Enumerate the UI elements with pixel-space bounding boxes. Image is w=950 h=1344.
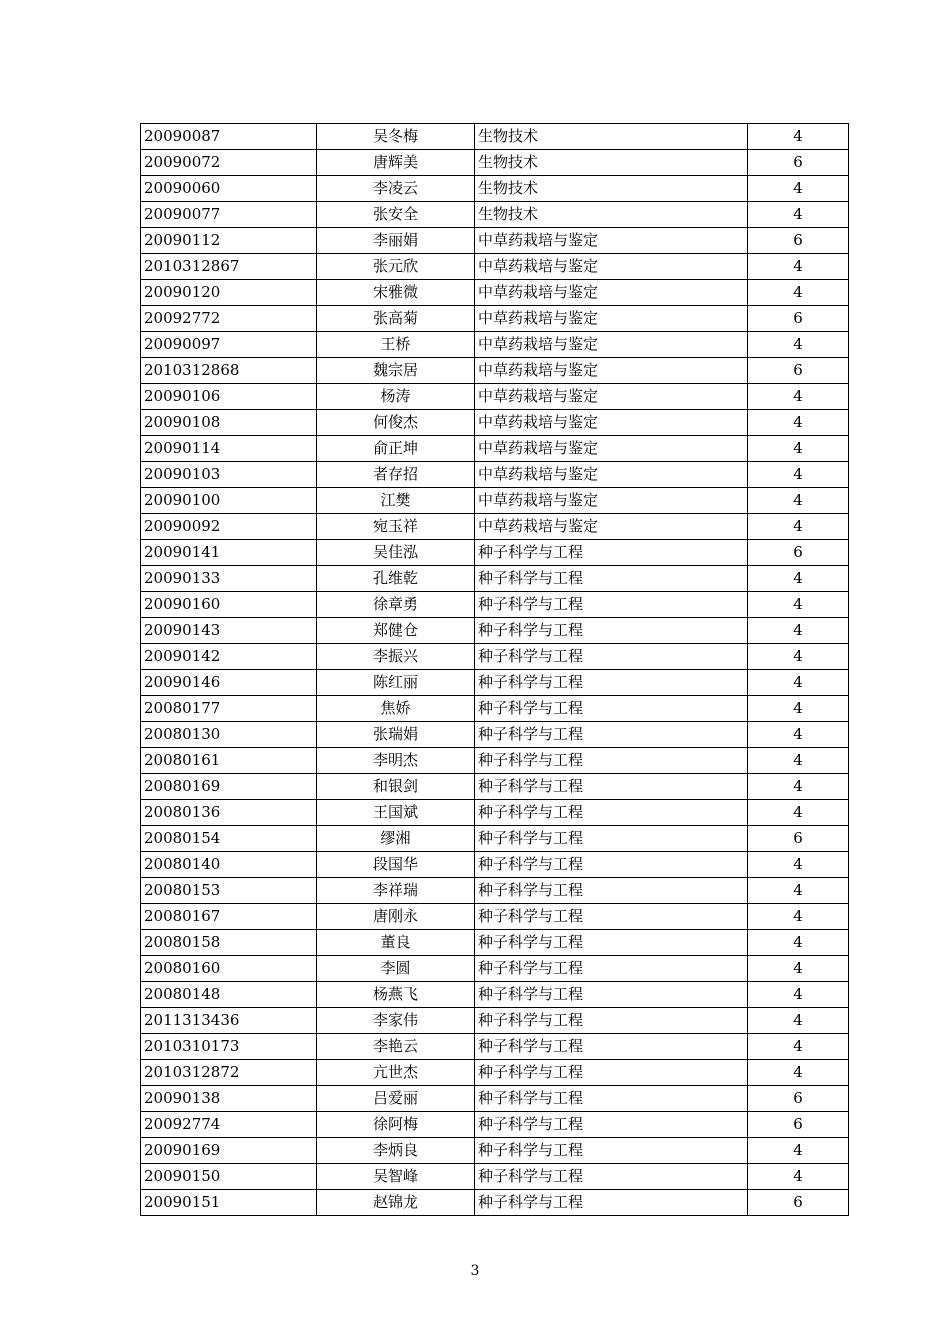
table-row [141, 228, 849, 254]
count-cell: 4 [748, 1138, 849, 1164]
major-cell: 种子科学与工程 [475, 592, 748, 618]
student-id-cell: 2010312872 [141, 1060, 317, 1086]
student-id-cell: 20092774 [141, 1112, 317, 1138]
student-name-cell: 徐阿梅 [317, 1112, 475, 1138]
count-cell: 4 [748, 722, 849, 748]
student-id-cell: 20090146 [141, 670, 317, 696]
table-row [141, 774, 849, 800]
student-id-cell: 20090138 [141, 1086, 317, 1112]
student-id-cell: 20090100 [141, 488, 317, 514]
major-cell: 种子科学与工程 [475, 618, 748, 644]
student-id-cell: 20080154 [141, 826, 317, 852]
major-cell: 种子科学与工程 [475, 774, 748, 800]
major-cell: 种子科学与工程 [475, 540, 748, 566]
table-row [141, 176, 849, 202]
table-row [141, 1060, 849, 1086]
major-cell: 生物技术 [475, 150, 748, 176]
count-cell: 4 [748, 774, 849, 800]
student-id-cell: 20090133 [141, 566, 317, 592]
student-name-cell: 张瑞娟 [317, 722, 475, 748]
student-id-cell: 20080169 [141, 774, 317, 800]
student-name-cell: 何俊杰 [317, 410, 475, 436]
count-cell: 4 [748, 462, 849, 488]
table-row [141, 722, 849, 748]
table-row [141, 436, 849, 462]
student-id-cell: 20090097 [141, 332, 317, 358]
student-id-cell: 2011313436 [141, 1008, 317, 1034]
table-row [141, 358, 849, 384]
major-cell: 种子科学与工程 [475, 722, 748, 748]
student-id-cell: 20090103 [141, 462, 317, 488]
table-row [141, 1034, 849, 1060]
major-cell: 中草药栽培与鉴定 [475, 436, 748, 462]
major-cell: 中草药栽培与鉴定 [475, 488, 748, 514]
major-cell: 种子科学与工程 [475, 1060, 748, 1086]
table-row [141, 410, 849, 436]
count-cell: 4 [748, 176, 849, 202]
table-row [141, 488, 849, 514]
student-id-cell: 20090060 [141, 176, 317, 202]
table-row [141, 618, 849, 644]
major-cell: 种子科学与工程 [475, 826, 748, 852]
count-cell: 4 [748, 904, 849, 930]
student-name-cell: 缪湘 [317, 826, 475, 852]
count-cell: 4 [748, 202, 849, 228]
student-name-cell: 李明杰 [317, 748, 475, 774]
major-cell: 种子科学与工程 [475, 878, 748, 904]
table-row [141, 1190, 849, 1216]
major-cell: 种子科学与工程 [475, 1008, 748, 1034]
major-cell: 种子科学与工程 [475, 982, 748, 1008]
student-id-cell: 20090106 [141, 384, 317, 410]
student-id-cell: 20080167 [141, 904, 317, 930]
student-name-cell: 李家伟 [317, 1008, 475, 1034]
student-name-cell: 张高菊 [317, 306, 475, 332]
student-id-cell: 20090092 [141, 514, 317, 540]
major-cell: 种子科学与工程 [475, 670, 748, 696]
student-id-cell: 20080140 [141, 852, 317, 878]
table-row [141, 1138, 849, 1164]
student-name-cell: 吴冬梅 [317, 124, 475, 150]
count-cell: 4 [748, 1008, 849, 1034]
table-row [141, 592, 849, 618]
major-cell: 种子科学与工程 [475, 930, 748, 956]
major-cell: 种子科学与工程 [475, 852, 748, 878]
student-name-cell: 李丽娟 [317, 228, 475, 254]
count-cell: 4 [748, 644, 849, 670]
major-cell: 种子科学与工程 [475, 800, 748, 826]
major-cell: 种子科学与工程 [475, 1034, 748, 1060]
student-name-cell: 李振兴 [317, 644, 475, 670]
major-cell: 中草药栽培与鉴定 [475, 462, 748, 488]
table-row [141, 540, 849, 566]
student-name-cell: 李圆 [317, 956, 475, 982]
major-cell: 种子科学与工程 [475, 956, 748, 982]
student-id-cell: 20080160 [141, 956, 317, 982]
student-name-cell: 和银剑 [317, 774, 475, 800]
student-name-cell: 郑健仓 [317, 618, 475, 644]
major-cell: 中草药栽培与鉴定 [475, 306, 748, 332]
major-cell: 种子科学与工程 [475, 1112, 748, 1138]
major-cell: 种子科学与工程 [475, 1190, 748, 1216]
student-name-cell: 李艳云 [317, 1034, 475, 1060]
count-cell: 4 [748, 878, 849, 904]
table-row [141, 644, 849, 670]
student-name-cell: 孔维乾 [317, 566, 475, 592]
student-name-cell: 宛玉祥 [317, 514, 475, 540]
count-cell: 4 [748, 332, 849, 358]
major-cell: 种子科学与工程 [475, 1138, 748, 1164]
table-row [141, 878, 849, 904]
student-name-cell: 吴佳泓 [317, 540, 475, 566]
student-id-cell: 20080148 [141, 982, 317, 1008]
table-row [141, 956, 849, 982]
count-cell: 4 [748, 1034, 849, 1060]
major-cell: 中草药栽培与鉴定 [475, 254, 748, 280]
student-name-cell: 焦娇 [317, 696, 475, 722]
count-cell: 4 [748, 930, 849, 956]
student-id-cell: 20090142 [141, 644, 317, 670]
student-name-cell: 张元欣 [317, 254, 475, 280]
count-cell: 4 [748, 514, 849, 540]
table-row [141, 202, 849, 228]
student-id-cell: 2010310173 [141, 1034, 317, 1060]
student-id-cell: 20080177 [141, 696, 317, 722]
count-cell: 4 [748, 1164, 849, 1190]
student-name-cell: 李凌云 [317, 176, 475, 202]
table-row [141, 1164, 849, 1190]
count-cell: 4 [748, 1060, 849, 1086]
table-row [141, 1112, 849, 1138]
table-row [141, 930, 849, 956]
student-id-cell: 20090114 [141, 436, 317, 462]
major-cell: 种子科学与工程 [475, 644, 748, 670]
student-name-cell: 徐章勇 [317, 592, 475, 618]
student-name-cell: 江樊 [317, 488, 475, 514]
count-cell: 4 [748, 748, 849, 774]
major-cell: 中草药栽培与鉴定 [475, 514, 748, 540]
table-row [141, 826, 849, 852]
count-cell: 4 [748, 618, 849, 644]
major-cell: 种子科学与工程 [475, 1086, 748, 1112]
count-cell: 4 [748, 592, 849, 618]
student-name-cell: 段国华 [317, 852, 475, 878]
count-cell: 4 [748, 800, 849, 826]
student-id-cell: 20080136 [141, 800, 317, 826]
student-id-cell: 20080130 [141, 722, 317, 748]
count-cell: 4 [748, 852, 849, 878]
major-cell: 生物技术 [475, 202, 748, 228]
count-cell: 4 [748, 670, 849, 696]
table-row [141, 1008, 849, 1034]
table-row [141, 904, 849, 930]
student-id-cell: 20090151 [141, 1190, 317, 1216]
student-id-cell: 20090108 [141, 410, 317, 436]
student-id-cell: 20090072 [141, 150, 317, 176]
count-cell: 6 [748, 1190, 849, 1216]
count-cell: 6 [748, 228, 849, 254]
table-row [141, 384, 849, 410]
student-name-cell: 张安全 [317, 202, 475, 228]
student-name-cell: 俞正坤 [317, 436, 475, 462]
table-row [141, 254, 849, 280]
count-cell: 4 [748, 488, 849, 514]
student-name-cell: 魏宗居 [317, 358, 475, 384]
table-row [141, 696, 849, 722]
table-row [141, 514, 849, 540]
student-id-cell: 20090143 [141, 618, 317, 644]
student-name-cell: 唐辉美 [317, 150, 475, 176]
student-name-cell: 董良 [317, 930, 475, 956]
table-row [141, 670, 849, 696]
student-id-cell: 20090120 [141, 280, 317, 306]
student-name-cell: 吕爱丽 [317, 1086, 475, 1112]
count-cell: 4 [748, 566, 849, 592]
major-cell: 中草药栽培与鉴定 [475, 228, 748, 254]
major-cell: 中草药栽培与鉴定 [475, 280, 748, 306]
count-cell: 6 [748, 826, 849, 852]
count-cell: 6 [748, 306, 849, 332]
table-row [141, 462, 849, 488]
student-name-cell: 杨燕飞 [317, 982, 475, 1008]
major-cell: 种子科学与工程 [475, 1164, 748, 1190]
major-cell: 种子科学与工程 [475, 748, 748, 774]
table-row [141, 280, 849, 306]
student-name-cell: 吴智峰 [317, 1164, 475, 1190]
student-id-cell: 20080158 [141, 930, 317, 956]
count-cell: 4 [748, 254, 849, 280]
student-name-cell: 者存招 [317, 462, 475, 488]
table-row [141, 150, 849, 176]
table-row [141, 124, 849, 150]
count-cell: 6 [748, 358, 849, 384]
student-name-cell: 赵锦龙 [317, 1190, 475, 1216]
student-id-cell: 20080161 [141, 748, 317, 774]
table-row [141, 748, 849, 774]
student-name-cell: 唐刚永 [317, 904, 475, 930]
student-name-cell: 王国斌 [317, 800, 475, 826]
student-id-cell: 20090141 [141, 540, 317, 566]
table-row [141, 982, 849, 1008]
student-id-cell: 20090150 [141, 1164, 317, 1190]
count-cell: 4 [748, 384, 849, 410]
table-row [141, 1086, 849, 1112]
student-name-cell: 李炳良 [317, 1138, 475, 1164]
table-row [141, 800, 849, 826]
table-row [141, 332, 849, 358]
major-cell: 生物技术 [475, 124, 748, 150]
major-cell: 中草药栽培与鉴定 [475, 358, 748, 384]
student-name-cell: 宋雅微 [317, 280, 475, 306]
count-cell: 4 [748, 982, 849, 1008]
student-id-cell: 20090112 [141, 228, 317, 254]
page-number: 3 [470, 1263, 480, 1279]
student-id-cell: 20090077 [141, 202, 317, 228]
count-cell: 6 [748, 1086, 849, 1112]
student-id-cell: 20092772 [141, 306, 317, 332]
student-name-cell: 陈红丽 [317, 670, 475, 696]
student-id-cell: 20090169 [141, 1138, 317, 1164]
student-name-cell: 李祥瑞 [317, 878, 475, 904]
count-cell: 6 [748, 540, 849, 566]
student-id-cell: 2010312868 [141, 358, 317, 384]
table-row [141, 566, 849, 592]
student-name-cell: 亢世杰 [317, 1060, 475, 1086]
major-cell: 中草药栽培与鉴定 [475, 332, 748, 358]
major-cell: 中草药栽培与鉴定 [475, 384, 748, 410]
student-id-cell: 2010312867 [141, 254, 317, 280]
count-cell: 6 [748, 150, 849, 176]
student-id-cell: 20090160 [141, 592, 317, 618]
table-row [141, 306, 849, 332]
major-cell: 种子科学与工程 [475, 696, 748, 722]
major-cell: 种子科学与工程 [475, 904, 748, 930]
student-id-cell: 20090087 [141, 124, 317, 150]
count-cell: 6 [748, 1112, 849, 1138]
count-cell: 4 [748, 410, 849, 436]
student-name-cell: 杨涛 [317, 384, 475, 410]
student-id-cell: 20080153 [141, 878, 317, 904]
student-name-cell: 王桥 [317, 332, 475, 358]
count-cell: 4 [748, 436, 849, 462]
count-cell: 4 [748, 696, 849, 722]
major-cell: 中草药栽培与鉴定 [475, 410, 748, 436]
count-cell: 4 [748, 280, 849, 306]
table-body [141, 124, 849, 1216]
student-table [140, 123, 849, 1216]
major-cell: 种子科学与工程 [475, 566, 748, 592]
count-cell: 4 [748, 124, 849, 150]
table-row [141, 852, 849, 878]
major-cell: 生物技术 [475, 176, 748, 202]
count-cell: 4 [748, 956, 849, 982]
